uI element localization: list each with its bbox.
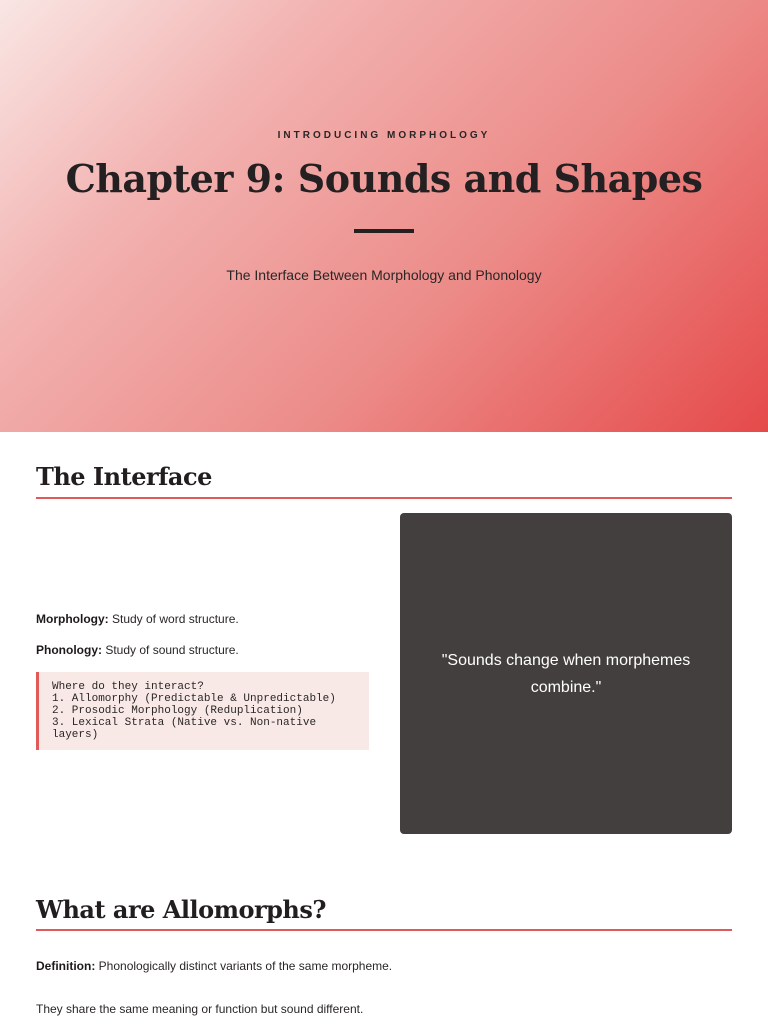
allomorphs-heading: What are Allomorphs? (36, 895, 326, 924)
definition-text: Phonologically distinct variants of the same morpheme. (95, 959, 393, 973)
allomorphs-heading-rule (36, 929, 732, 931)
code-line: 1. Allomorphy (Predictable & Unpredictable) (52, 693, 336, 705)
series-kicker: INTRODUCING MORPHOLOGY (277, 130, 491, 141)
definition-term: Definition: (36, 959, 96, 973)
interface-heading-rule (36, 497, 732, 499)
phonology-term: Phonology: (36, 643, 102, 657)
interaction-code-block (36, 672, 369, 750)
quote-text: "Sounds change when morphemes combine." (441, 651, 691, 696)
morphology-text: Study of word structure. (108, 612, 239, 626)
morphology-definition (36, 611, 239, 627)
chapter-subtitle: The Interface Between Morphology and Phonology (226, 267, 542, 283)
chapter-hero (0, 0, 768, 432)
code-line: 3. Lexical Strata (Native vs. Non-native (52, 717, 317, 729)
phonology-text: Study of sound structure. (102, 643, 239, 657)
allomorph-note: They share the same meaning or function but sound different. (36, 1002, 364, 1016)
code-line: Where do they interact? (52, 681, 204, 693)
code-line: 2. Prosodic Morphology (Reduplication) (52, 705, 303, 717)
chapter-title: Chapter 9: Sounds and Shapes (65, 156, 703, 201)
allomorph-definition (36, 958, 392, 974)
morphology-term: Morphology: (36, 612, 109, 626)
code-line: layers) (52, 729, 99, 741)
phonology-definition (36, 642, 239, 658)
title-divider (354, 229, 414, 233)
quote-card (400, 513, 732, 834)
interface-heading: The Interface (36, 462, 212, 491)
